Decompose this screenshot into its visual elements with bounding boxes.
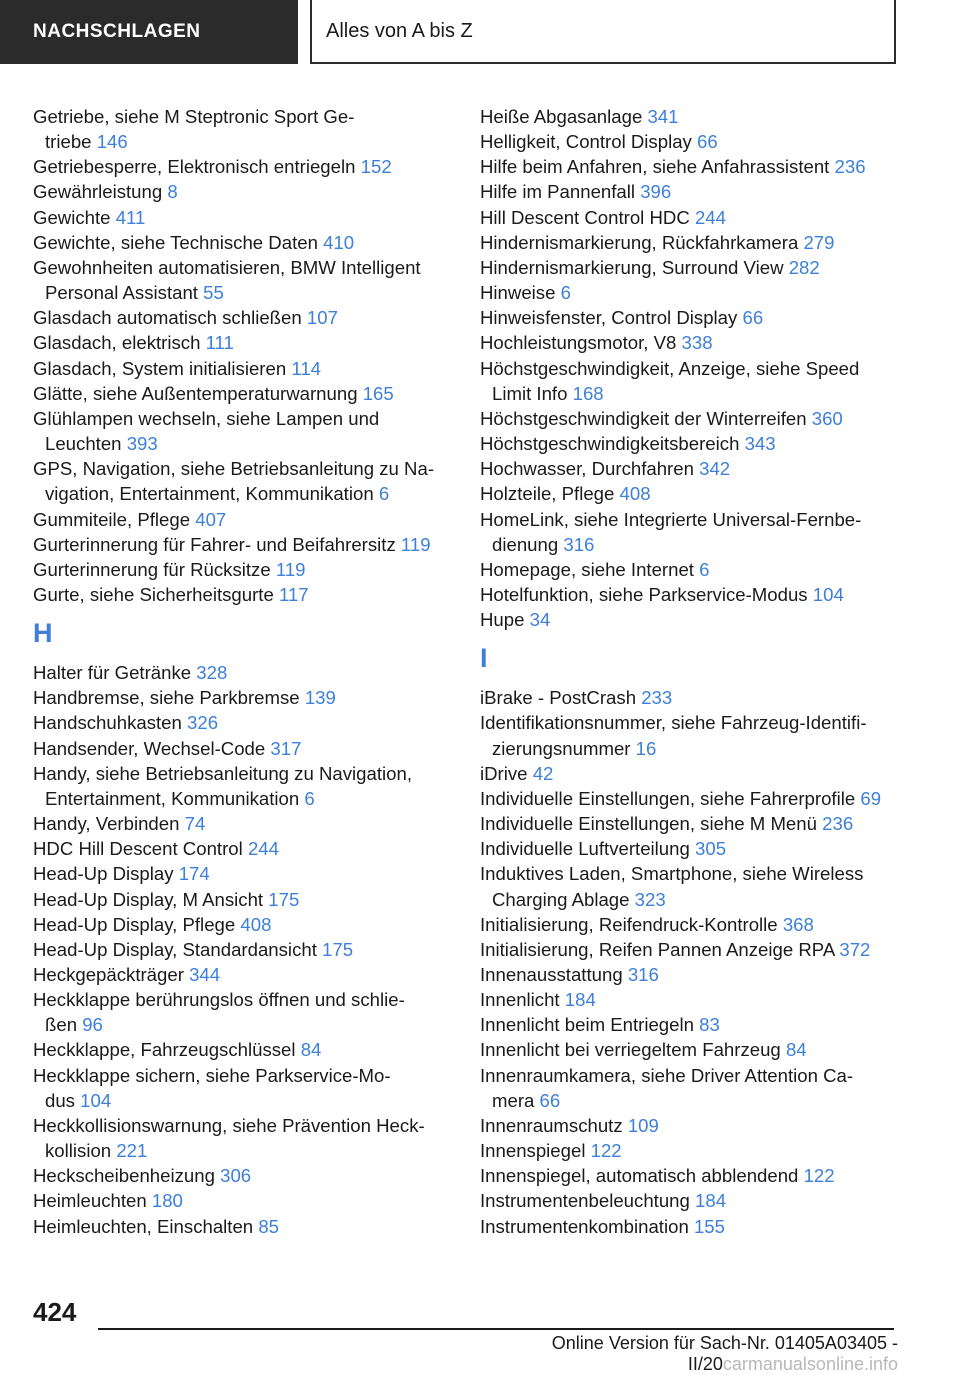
page-link[interactable]: 152 (360, 156, 392, 178)
page-link[interactable]: 396 (640, 181, 672, 203)
entry-continuation: Leuchten (45, 433, 122, 455)
index-entry (480, 1188, 900, 1213)
entry-text: Heckklappe, Fahrzeugschlüssel (33, 1039, 296, 1061)
entry-text: Innenlicht bei verriegeltem Fahrzeug (480, 1039, 781, 1061)
entry-text: Hindernismarkierung, Surround View (480, 256, 784, 278)
index-entry (33, 305, 453, 330)
entry-text: Initialisierung, Reifendruck-Kontrolle (480, 913, 778, 935)
index-entry (33, 912, 453, 937)
index-entry (480, 456, 900, 481)
index-entry (480, 962, 900, 987)
entry-continuation: triebe (45, 131, 92, 153)
entry-text: Initialisierung, Reifen Pannen Anzeige RPA (480, 938, 835, 960)
index-entry (480, 1037, 900, 1062)
section-tab[interactable] (0, 0, 298, 64)
entry-text: Halter für Getränke (33, 662, 192, 684)
index-entry (480, 685, 900, 710)
page-link[interactable]: 233 (641, 687, 673, 709)
index-entry (480, 305, 900, 330)
entry-text: Individuelle Einstellungen, siehe M Menü (480, 813, 817, 835)
index-entry (480, 230, 900, 255)
entry-text: Getriebe, siehe M Steptronic Sport Ge- (33, 106, 355, 127)
entry-text: Heckgepäckträger (33, 964, 184, 985)
entry-text: Hinweisfenster, Control Display (480, 307, 738, 329)
page-link[interactable]: 16 (635, 737, 657, 759)
page-link[interactable]: 236 (834, 156, 866, 178)
index-entry (33, 1063, 453, 1113)
index-entry (480, 179, 900, 204)
page-link[interactable]: 55 (203, 282, 224, 304)
section-label: NACHSCHLAGEN (33, 21, 201, 42)
entry-text: Handbremse, siehe Parkbremse (33, 687, 300, 709)
entry-continuation: Personal Assistant (45, 282, 198, 304)
entry-text: Handsender, Wechsel-Code (33, 737, 266, 759)
entry-text: GPS, Navigation, siehe Betriebsanleitung zu Na- (33, 458, 435, 480)
page-link[interactable]: 66 (742, 307, 764, 329)
index-entry (33, 1163, 453, 1188)
entry-text: Innenspiegel, automatisch abblendend (480, 1165, 799, 1187)
index-entry (480, 836, 900, 861)
entry-text: Head-Up Display, Standardansicht (33, 938, 317, 960)
index-entry (480, 431, 900, 456)
entry-continuation: Entertainment, Kommunikation (45, 787, 300, 809)
index-entry (480, 912, 900, 937)
page-header (0, 0, 960, 66)
index-entry (33, 1214, 453, 1239)
entry-text: Hotelfunktion, siehe Parkservice-Modus (480, 583, 808, 605)
entry-text: Helligkeit, Control Display (480, 131, 692, 153)
section-letter: I (480, 643, 488, 674)
entry-text: Glasdach, elektrisch (33, 332, 201, 354)
entry-text: Glätte, siehe Außentemperaturwarnung (33, 382, 358, 404)
index-entry (33, 381, 453, 406)
footer-divider (98, 1328, 894, 1330)
entry-text: Hinweise (480, 282, 556, 304)
entry-text: Heimleuchten (33, 1190, 147, 1212)
page-link[interactable]: 174 (178, 863, 210, 885)
page-link[interactable]: 66 (697, 131, 718, 153)
page-link[interactable]: 146 (96, 131, 128, 153)
chapter-title: Alles von A bis Z (326, 19, 473, 42)
index-entry (33, 962, 453, 987)
page-link[interactable]: 114 (291, 357, 322, 379)
page-link[interactable]: 282 (788, 256, 820, 278)
page-link[interactable]: 184 (564, 989, 596, 1011)
entry-text: Individuelle Einstellungen, siehe Fahrerprofile (480, 787, 856, 809)
page-link[interactable]: 117 (278, 583, 309, 605)
entry-text: Innenlicht (480, 989, 560, 1011)
entry-text: Handy, siehe Betriebsanleitung zu Navigation, (33, 762, 412, 784)
entry-continuation: kollision (45, 1140, 112, 1162)
page-link[interactable]: 175 (322, 938, 354, 960)
page-link[interactable]: 221 (116, 1140, 148, 1162)
index-entry (33, 861, 453, 886)
page-link[interactable]: 165 (362, 382, 394, 404)
page-link[interactable]: 338 (681, 332, 713, 354)
page-link[interactable]: 408 (240, 913, 272, 935)
entry-text: Heckklappe berührungslos öffnen und schlie- (33, 989, 405, 1011)
entry-text: Gewichte, siehe Technische Daten (33, 231, 318, 253)
entry-text: Getriebesperre, Elektronisch entriegeln (33, 156, 356, 178)
entry-text: Heckkollisionswarnung, siehe Prävention Heck- (33, 1114, 425, 1136)
entry-text: Heckscheibenheizung (33, 1165, 215, 1187)
entry-text: Homepage, siehe Internet (480, 558, 694, 580)
entry-text: Höchstgeschwindigkeit, Anzeige, siehe Speed (480, 357, 860, 379)
entry-text: HomeLink, siehe Integrierte Universal-Fernbe- (480, 508, 862, 530)
page-link[interactable]: 96 (82, 1014, 103, 1036)
entry-text: Gurte, siehe Sicherheitsgurte (33, 583, 274, 605)
index-entry (33, 887, 453, 912)
page-link[interactable]: 326 (187, 712, 219, 734)
entry-continuation: ßen (45, 1014, 78, 1036)
entry-text: Hindernismarkierung, Rückfahrkamera (480, 231, 799, 253)
entry-text: Head-Up Display, Pflege (33, 913, 236, 935)
index-entry (480, 205, 900, 230)
entry-text: Hilfe beim Anfahren, siehe Anfahrassistent (480, 156, 830, 178)
index-entry (33, 330, 453, 355)
entry-text: HDC Hill Descent Control (33, 838, 243, 860)
entry-text: Heiße Abgasanlage (480, 106, 643, 127)
entry-text: iBrake - PostCrash (480, 687, 637, 709)
index-entry (33, 937, 453, 962)
entry-text: Handschuhkasten (33, 712, 182, 734)
index-entry (480, 481, 900, 506)
entry-text: Innenlicht beim Entriegeln (480, 1014, 694, 1036)
entry-text: Innenausstattung (480, 964, 623, 985)
index-entry (480, 356, 900, 406)
entry-text: Head-Up Display, M Ansicht (33, 888, 264, 910)
index-entry (33, 660, 453, 685)
index-entry (480, 255, 900, 280)
page-link[interactable]: 328 (196, 662, 228, 684)
page-link[interactable]: 6 (560, 282, 571, 304)
index-entry (480, 786, 900, 811)
page-link[interactable]: 139 (304, 687, 336, 709)
entry-text: Gewohnheiten automatisieren, BMW Intelligent (33, 256, 421, 278)
page-link[interactable]: 410 (323, 231, 355, 253)
page-link[interactable]: 344 (189, 964, 221, 985)
page-link[interactable]: 104 (80, 1089, 112, 1111)
index-entry (33, 356, 453, 381)
entry-text: Höchstgeschwindigkeit der Winterreifen (480, 407, 807, 429)
page-link[interactable]: 408 (619, 483, 651, 505)
entry-continuation: Limit Info (492, 382, 568, 404)
index-entry (480, 557, 900, 582)
index-entry (33, 154, 453, 179)
page-link[interactable]: 180 (151, 1190, 183, 1212)
index-entry (33, 104, 453, 154)
index-entry (480, 1163, 900, 1188)
index-entry (480, 937, 900, 962)
entry-text: Head-Up Display (33, 863, 174, 885)
page-number: 424 (33, 1297, 77, 1327)
page-link[interactable]: 6 (699, 558, 710, 580)
page-link[interactable]: 316 (563, 533, 595, 555)
entry-text: Glasdach, System initialisieren (33, 357, 287, 379)
entry-text: Glühlampen wechseln, siehe Lampen und (33, 407, 380, 429)
index-entry (33, 406, 453, 456)
entry-text: Individuelle Luftverteilung (480, 838, 690, 860)
index-entry (33, 507, 453, 532)
entry-text: Glasdach automatisch schließen (33, 307, 302, 329)
entry-text: Hill Descent Control HDC (480, 206, 690, 228)
index-entry (480, 811, 900, 836)
page-link[interactable]: 83 (699, 1014, 720, 1036)
index-entry (480, 1012, 900, 1037)
section-letter: H (33, 618, 53, 649)
page-link[interactable]: 84 (785, 1039, 807, 1061)
index-entry (33, 205, 453, 230)
chapter-tab[interactable] (310, 0, 896, 64)
page-link[interactable]: 236 (822, 813, 854, 835)
page-link[interactable]: 184 (695, 1190, 727, 1212)
page-link[interactable]: 343 (744, 433, 776, 455)
page-link[interactable]: 244 (247, 838, 279, 860)
index-entry (33, 1113, 453, 1163)
page-link[interactable]: 279 (803, 231, 835, 253)
entry-text: Heimleuchten, Einschalten (33, 1215, 254, 1237)
index-entry (33, 710, 453, 735)
page-link[interactable]: 84 (300, 1039, 322, 1061)
index-entry (480, 582, 900, 607)
entry-text: Holzteile, Pflege (480, 483, 615, 505)
page-link[interactable]: 342 (699, 458, 731, 480)
page-link[interactable]: 6 (378, 483, 390, 505)
page-link[interactable]: 411 (115, 206, 146, 228)
index-entry (33, 532, 453, 557)
entry-text: Hochwasser, Durchfahren (480, 458, 694, 480)
index-entry (33, 761, 453, 811)
page-link[interactable]: 244 (694, 206, 726, 228)
entry-text: Innenraumschutz (480, 1114, 623, 1136)
page-link[interactable]: 8 (167, 181, 178, 203)
index-entry (33, 456, 453, 506)
page-link[interactable]: 316 (627, 964, 659, 985)
entry-text: Hupe (480, 609, 525, 631)
entry-text: Höchstgeschwindigkeitsbereich (480, 433, 740, 455)
index-entry (480, 104, 900, 129)
page-link[interactable]: 393 (126, 433, 158, 455)
entry-continuation: zierungsnummer (492, 737, 631, 759)
page-link[interactable]: 122 (590, 1140, 622, 1162)
page-link[interactable]: 306 (220, 1165, 252, 1187)
index-entry (480, 507, 900, 557)
entry-continuation: Charging Ablage (492, 888, 630, 910)
entry-text: Instrumentenkombination (480, 1215, 689, 1237)
page-link[interactable]: 360 (811, 407, 843, 429)
page-link[interactable]: 175 (268, 888, 300, 910)
entry-continuation: dus (45, 1089, 75, 1111)
entry-text: Induktives Laden, Smartphone, siehe Wireless (480, 863, 864, 885)
index-entry (33, 736, 453, 761)
page-link[interactable]: 109 (627, 1114, 659, 1136)
page-link[interactable]: 107 (306, 307, 338, 329)
page-link[interactable]: 372 (839, 938, 871, 960)
page-link[interactable]: 42 (532, 762, 554, 784)
page-link[interactable]: 34 (529, 609, 551, 631)
page-link[interactable]: 119 (275, 558, 306, 580)
watermark: carmanualsonline.info (722, 1354, 898, 1374)
index-entry (33, 582, 453, 607)
page-link[interactable]: 69 (860, 787, 882, 809)
entry-text: Gurterinnerung für Rücksitze (33, 558, 271, 580)
entry-continuation: vigation, Entertainment, Kommunikation (45, 483, 374, 505)
index-entry (480, 1113, 900, 1138)
entry-continuation: dienung (492, 533, 559, 555)
index-entry (33, 230, 453, 255)
index-entry (480, 987, 900, 1012)
entry-text: Gurterinnerung für Fahrer- und Beifahrersitz (33, 533, 396, 555)
page-link[interactable]: 368 (782, 913, 814, 935)
index-entry (33, 179, 453, 204)
index-entry (33, 557, 453, 582)
index-entry (480, 330, 900, 355)
index-column-left (33, 104, 453, 1239)
page-link[interactable]: 104 (812, 583, 844, 605)
entry-text: Hochleistungsmotor, V8 (480, 332, 677, 354)
page-link[interactable]: 85 (258, 1215, 280, 1237)
page-link[interactable]: 317 (270, 737, 302, 759)
page-link[interactable]: 155 (693, 1215, 725, 1237)
index-column-right (480, 104, 900, 1239)
entry-text: Handy, Verbinden (33, 813, 180, 835)
index-entry (33, 685, 453, 710)
entry-text: Heckklappe sichern, siehe Parkservice-Mo- (33, 1064, 391, 1086)
page-link[interactable]: 119 (400, 533, 431, 555)
page-link[interactable]: 66 (539, 1089, 561, 1111)
index-entry (480, 1063, 900, 1113)
entry-text: Identifikationsnummer, siehe Fahrzeug-Identifi- (480, 712, 867, 734)
entry-text: Gewichte (33, 206, 111, 228)
entry-text: iDrive (480, 762, 528, 784)
page-link[interactable]: 323 (634, 888, 666, 910)
entry-continuation: mera (492, 1089, 535, 1111)
index-entry (480, 861, 900, 911)
index-entry (480, 1214, 900, 1239)
index-entry (33, 1188, 453, 1213)
version-text: Online Version für Sach-Nr. 01405A03405 - II/20 (551, 1333, 898, 1374)
entry-text: Gewährleistung (33, 181, 163, 203)
page-link[interactable]: 111 (205, 332, 234, 354)
page-link[interactable]: 74 (184, 813, 206, 835)
footer-version (498, 1333, 898, 1375)
index-entry (33, 255, 453, 305)
index-entry (33, 836, 453, 861)
index-entry (480, 761, 900, 786)
page-link[interactable]: 168 (572, 382, 604, 404)
page-link[interactable]: 122 (803, 1165, 835, 1187)
entry-text: Gummiteile, Pflege (33, 508, 191, 530)
index-entry (480, 1138, 900, 1163)
index-entry (480, 154, 900, 179)
page-link[interactable]: 305 (695, 838, 727, 860)
index-entry (480, 607, 900, 632)
index-entry (33, 811, 453, 836)
entry-text: Instrumentenbeleuchtung (480, 1190, 690, 1212)
page-link[interactable]: 341 (647, 106, 679, 127)
entry-text: Innenspiegel (480, 1140, 586, 1162)
entry-text: Innenraumkamera, siehe Driver Attention Ca- (480, 1064, 854, 1086)
page-link[interactable]: 407 (195, 508, 227, 530)
index-entry (480, 710, 900, 760)
page-link[interactable]: 6 (304, 787, 315, 809)
entry-text: Hilfe im Pannenfall (480, 181, 636, 203)
index-entry (480, 406, 900, 431)
index-entry (480, 280, 900, 305)
index-entry (480, 129, 900, 154)
index-entry (33, 987, 453, 1037)
index-entry (33, 1037, 453, 1062)
